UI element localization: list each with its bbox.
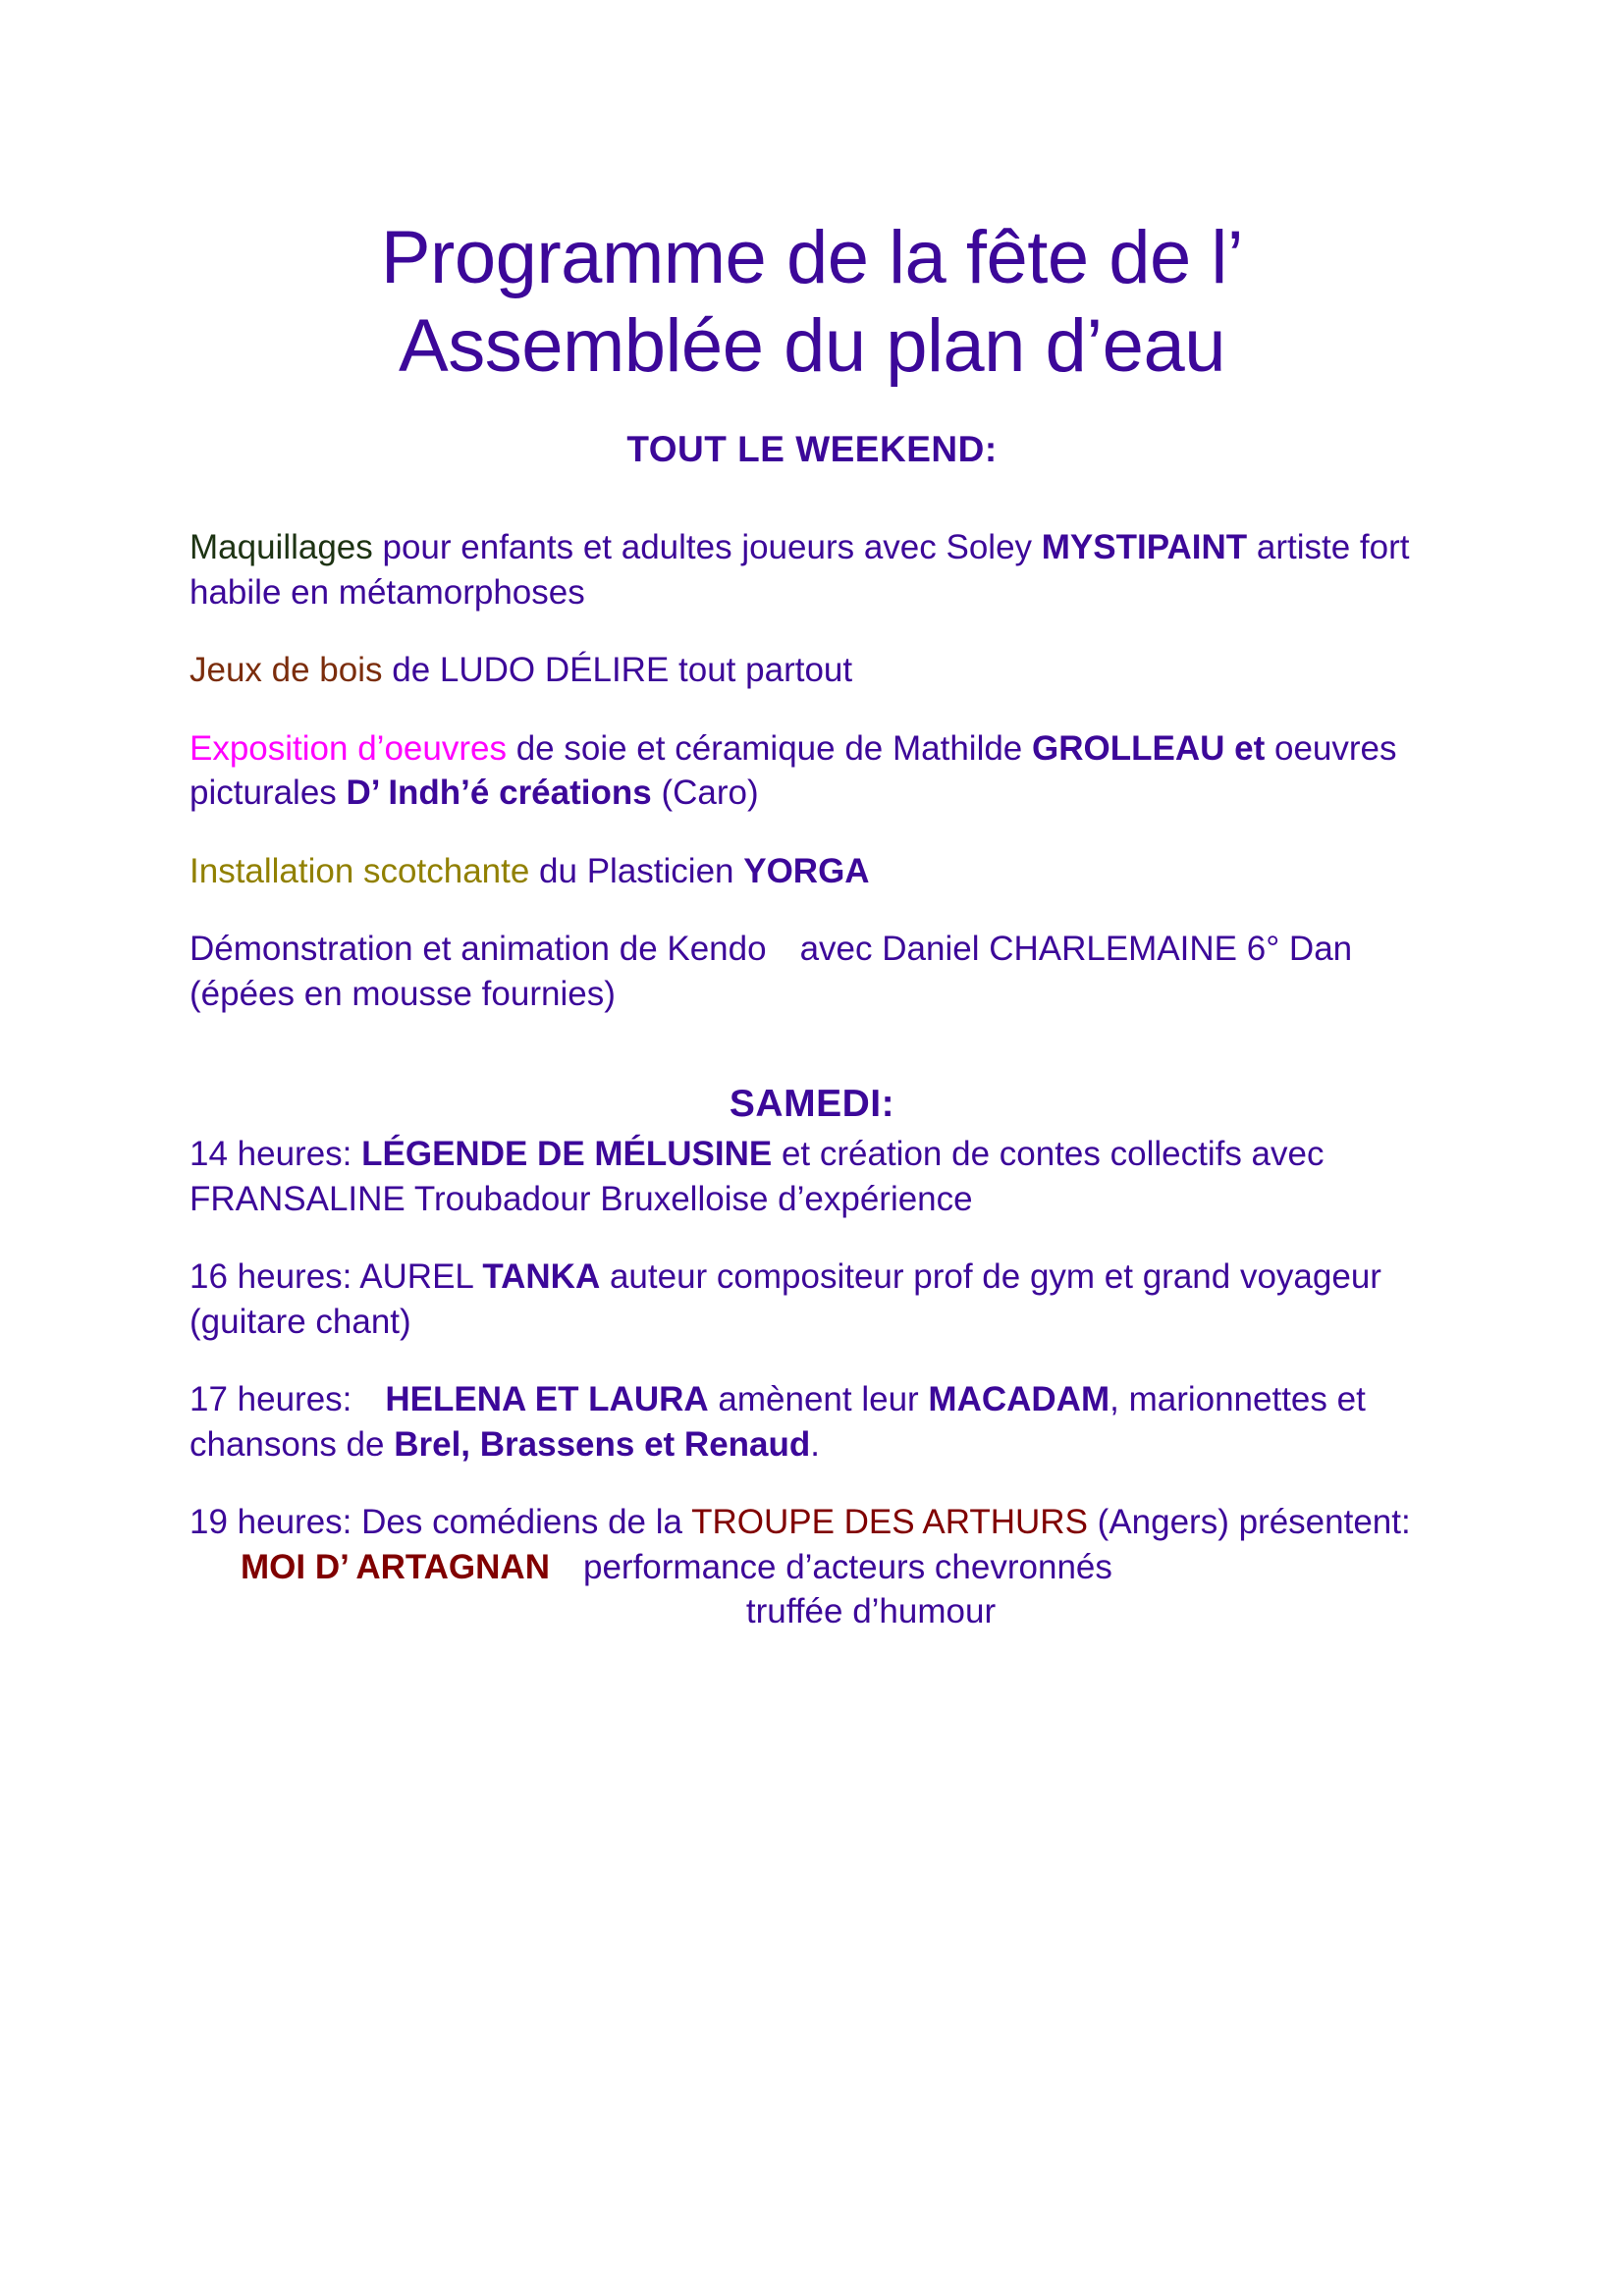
section-heading-samedi: SAMEDI:: [729, 1083, 895, 1126]
maquillages-highlight: Maquillages: [189, 528, 373, 567]
item-samedi-19h: [189, 1500, 1434, 1634]
maquillages-text-1: pour enfants et adultes joueurs avec Soley: [372, 528, 1042, 567]
h19-show-desc-2: truffée d’humour: [745, 1592, 997, 1631]
maquillages-bold-mystipaint: MYSTIPAINT: [1041, 528, 1248, 567]
h19-troupe-name: TROUPE DES ARTHURS: [691, 1503, 1088, 1542]
document-content: [189, 214, 1434, 1634]
item-samedi-16h: [189, 1255, 1434, 1344]
h17-bold-helena-laura: HELENA ET LAURA: [385, 1380, 709, 1419]
exposition-bold-indhe: D’ Indh’é créations: [346, 774, 652, 813]
jeux-highlight: Jeux de bois: [189, 651, 383, 690]
exposition-text-3: (Caro): [651, 774, 759, 813]
jeux-text-1: de LUDO DÉLIRE tout partout: [382, 651, 853, 690]
h19-show-desc-2-line: [189, 1589, 1434, 1634]
h17-text-2: , marionnettes et chansons de: [189, 1380, 1366, 1464]
item-samedi-17h: [189, 1377, 1434, 1467]
h16-bold-tanka: TANKA: [482, 1257, 601, 1297]
item-exposition: [189, 726, 1434, 816]
kendo-text-2: avec Daniel CHARLEMAINE 6° Dan (épées en mousse fournies): [189, 930, 1353, 1013]
h17-time: 17 heures:: [189, 1380, 352, 1419]
installation-bold-yorga: YORGA: [743, 851, 870, 890]
h19-show-title: MOI D’ ARTAGNAN: [241, 1547, 550, 1586]
h14-text-1: et création de contes collectifs avec FRANSALINE Troubadour Bruxelloise d’expérience: [189, 1135, 1325, 1218]
page-title-line-2: Assemblée du plan d’eau: [399, 303, 1225, 388]
installation-text-1: du Plasticien: [529, 851, 744, 890]
installation-highlight: Installation scotchante: [189, 851, 530, 890]
item-samedi-14h: [189, 1132, 1434, 1221]
h19-show-desc: performance d’acteurs chevronnés: [582, 1547, 1112, 1586]
page-title-line-1: Programme de la fête de l’: [380, 216, 1244, 299]
h16-time: 16 heures: AUREL: [189, 1257, 483, 1297]
item-installation: [189, 849, 1434, 894]
item-maquillages: [189, 525, 1434, 614]
exposition-text-1: de soie et céramique de Mathilde: [506, 728, 1033, 768]
kendo-text-1: Démonstration et animation de Kendo: [189, 930, 767, 969]
exposition-highlight: Exposition d’oeuvres: [189, 728, 507, 768]
h19-show-line: [189, 1545, 1434, 1590]
h14-bold-legende: LÉGENDE DE MÉLUSINE: [361, 1135, 773, 1174]
item-jeux-de-bois: [189, 648, 1434, 693]
h17-bold-macadam: MACADAM: [928, 1380, 1110, 1419]
h17-text-1: amènent leur: [708, 1380, 929, 1419]
exposition-bold-grolleau: GROLLEAU et: [1032, 728, 1266, 768]
page-title: [189, 214, 1434, 390]
h17-bold-brel: Brel, Brassens et Renaud: [394, 1424, 811, 1464]
maquillages-text-2: artiste fort habile en métamorphoses: [189, 528, 1410, 612]
h19-time: 19 heures: Des comédiens de la: [189, 1503, 692, 1542]
exposition-text-2: oeuvres picturales: [189, 728, 1397, 813]
section-heading-weekend: TOUT LE WEEKEND:: [626, 429, 998, 470]
h17-text-3: .: [810, 1424, 821, 1464]
h16-text-1: auteur compositeur prof de gym et grand voyageur (guitare chant): [189, 1257, 1381, 1341]
h19-text-1: (Angers) présentent:: [1087, 1503, 1411, 1542]
h14-time: 14 heures:: [189, 1135, 362, 1174]
item-kendo: [189, 927, 1434, 1016]
